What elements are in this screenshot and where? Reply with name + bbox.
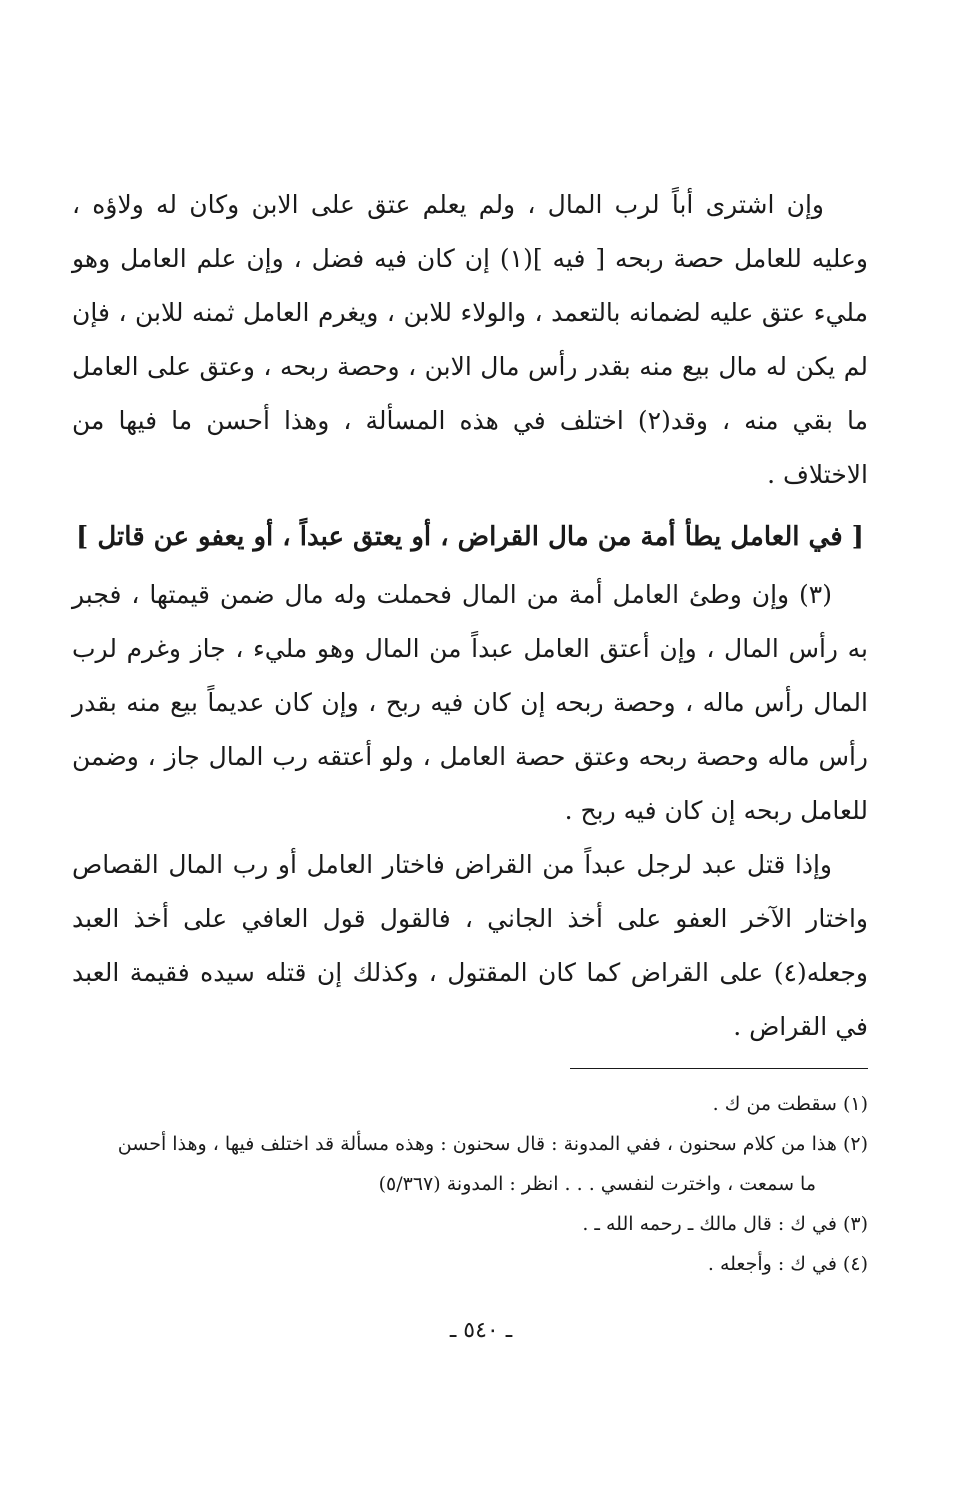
footnotes	[70, 1084, 868, 1284]
footnote-4: (٤) في ك : وأجعله .	[707, 1253, 868, 1275]
paragraph-3: وإذا قتل عبد لرجل عبداً من القراض فاختار العامل أو رب المال القصاص واختار الآخر العفو على أخذ الجاني ، فالقول قول العافي على أخذ العبد وجعله(٤) على القراض كما كان المقتول ، وكذلك إن قتله سيده فقيمة العبد في القراض .	[72, 850, 868, 1041]
footnote-2-continued: ما سمعت ، واخترت لنفسي . . . انظر : المدونة (٥/٣٦٧)	[378, 1173, 816, 1195]
footnote-3: (٣) في ك : قال مالك ـ رحمه الله ـ .	[582, 1213, 868, 1235]
footnote-2: (٢) هذا من كلام سحنون ، ففي المدونة : قال سحنون : وهذه مسألة قد اختلف فيها ، وهذا أحسن	[117, 1133, 868, 1155]
page-number: ـ ٥٤٠ ـ	[449, 1318, 513, 1343]
footnote-divider	[570, 1068, 868, 1069]
paragraph-1: وإن اشترى أباً لرب المال ، ولم يعلم عتق على الابن وكان له ولاؤه ، وعليه للعامل حصة ربحه [ فيه ](١) إن كان فيه فضل ، وإن علم العامل وهو مليء عتق عليه لضمانه بالتعمد ، والولاء للابن ، ويغرم العامل ثمنه للابن ، فإن لم يكن له مال بيع منه بقدر رأس مال الابن ، وحصة ربحه ، وعتق على العامل ما بقي منه ، وقد(٢) اختلف في هذه المسألة ، وهذا أحسن ما فيها من الاختلاف .	[72, 190, 868, 489]
paragraph-2: (٣) وإن وطئ العامل أمة من المال فحملت وله مال ضمن قيمتها ، فجبر به رأس المال ، وإن أعتق العامل عبداً من المال وهو مليء ، جاز وغرم لرب المال رأس ماله ، وحصة ربحه إن كان فيه ربح ، وإن كان عديماً بيع منه بقدر رأس ماله وحصة ربحه وعتق حصة العامل ، ولو أعتقه رب المال جاز ، وضمن للعامل ربحه إن كان فيه ربح .	[72, 580, 868, 825]
footnote-1: (١) سقطت من ك .	[712, 1093, 868, 1115]
main-text	[72, 178, 868, 1054]
section-heading: [ في العامل يطأ أمة من مال القراض ، أو يعتق عبداً ، أو يعفو عن قاتل ]	[76, 522, 864, 552]
